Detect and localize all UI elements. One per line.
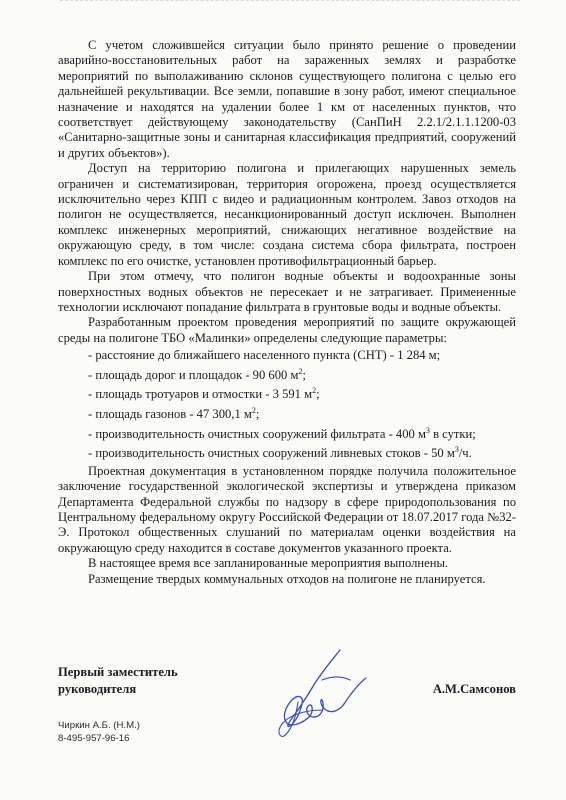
paragraph-parameters-intro: Разработанным проектом проведения мероприятий по защите окружающей среды на полигоне ТБО «Малинки» определены следующие параметры:	[58, 315, 516, 345]
executor-phone: 8-495-957-96-16	[58, 732, 130, 744]
signatory-title	[58, 664, 178, 698]
page-top-edge	[60, 0, 520, 3]
executor-info	[58, 720, 140, 745]
signatory-title-line-2: руководителя	[58, 682, 137, 696]
parameters-list	[58, 346, 516, 464]
paragraph-no-placement: Размещение твердых коммунальных отходов на полигоне не планируется.	[88, 571, 486, 586]
signatory-title-line-1: Первый заместитель	[58, 665, 178, 679]
executor-name: Чиркин А.Б. (Н.М.)	[58, 720, 140, 731]
handwritten-signature	[262, 640, 392, 740]
signatory-name: А.М.Самсонов	[432, 682, 516, 696]
letter-body	[58, 38, 516, 587]
parameter-item: - производительность очистных сооружений фильтрата - 400 $м^3$ в сутки;	[88, 425, 476, 441]
parameter-item: - производительность очистных сооружений ливневых стоков - 50 $м^3/ч$.	[88, 445, 472, 461]
parameter-item: - площадь дорог и площадок - 90 600 $м^2$;	[88, 366, 306, 382]
paragraph-access: Доступ на территорию полигона и прилегающих нарушенных земель ограничен и систематизирован, территория огорожена, проезд осуществляется исключительно через КПП с видео и радиационным контролем. Завоз отходов на полигон не осуществляется, несанкционированный доступ исключен. Выполнен комплекс инженерных мероприятий, снижающих негативное воздействие на окружающую среду, в том числе: создана система сбора фильтрата, построен комплекс по его очистке, установлен противофильтрационный барьер.	[58, 161, 516, 268]
paragraph-expertise: Проектная документация в установленном порядке получила положительное заключение государственной экологической экспертизы и утверждена приказом Департамента Федеральной службы по надзору в сфере природопользования по Центральному федеральному округу Российской Федерации от 18.07.2017 года №32-Э. Протокол общественных слушаний по материалам оценки воздействия на окружающую среду находится в составе документов указанного проекта.	[58, 463, 516, 555]
parameter-item: - расстояние до ближайшего населенного пункта (СНТ) - 1 284 м;	[88, 348, 441, 363]
paragraph-water-objects: При этом отмечу, что полигон водные объекты и водоохранные зоны поверхностных водных объектов не пересекает и не затрагивает. Примененные технологии исключают попадание фильтрата в грунтовые воды и водные объекты.	[58, 269, 516, 314]
parameter-item: - площадь газонов - 47 300,1 $м^2$;	[88, 405, 260, 421]
paragraph-completed: В настоящее время все запланированные мероприятия выполнены.	[88, 556, 449, 571]
paragraph-decision: С учетом сложившейся ситуации было принято решение о проведении аварийно-восстановительных работ на зараженных землях и разработке мероприятий по выполаживанию склонов существующего полигона с целью его дальнейшей рекультивации. Все земли, попавшие в зону работ, имеют специальное назначение и находятся на удалении более 1 км от населенных пунктов, что соответствует действующему законодательству (СанПиН 2.2.1/2.1.1.1200-03 «Санитарно-защитные зоны и санитарная классификация предприятий, сооружений и других объектов»).	[58, 38, 516, 160]
parameter-item: - площадь тротуаров и отмостки - 3 591 $м^2$;	[88, 386, 320, 402]
